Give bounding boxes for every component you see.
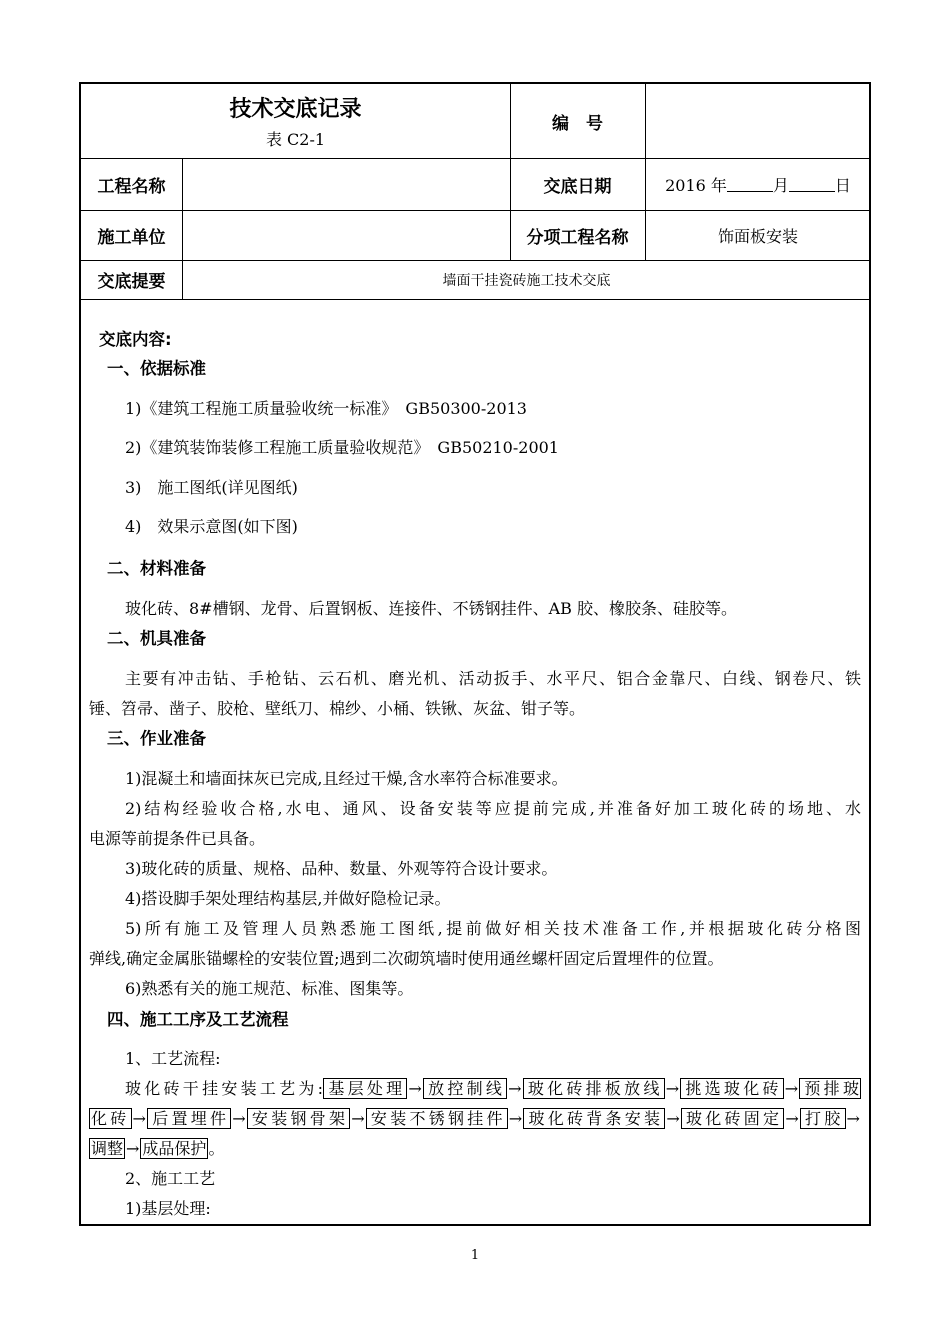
date-value[interactable] [645, 158, 871, 210]
flow-step: 安装钢骨架 [248, 1109, 349, 1128]
standard-item: 3) 施工图纸(详见图纸) [125, 478, 298, 497]
sub-project-value: 饰面板安装 [717, 226, 798, 246]
arrow-icon: → [785, 1109, 799, 1128]
process-flow-line [125, 1076, 861, 1099]
process-flow-line [89, 1136, 224, 1159]
project-name-value[interactable] [182, 158, 510, 210]
prep-item: 电源等前提条件已具备。 [89, 829, 266, 848]
flow-step: 玻化砖排板放线 [524, 1079, 663, 1098]
section-5-title: 四、施工工序及工艺流程 [107, 1010, 289, 1029]
prep-item: 弹线,确定金属胀锚螺栓的安装位置;遇到二次砌筑墙时使用通丝螺杆固定后置埋件的位置。 [89, 949, 724, 968]
flow-step: 挑选玻化砖 [682, 1079, 782, 1098]
arrow-icon: → [665, 1079, 680, 1098]
date-day: 日 [834, 175, 851, 195]
page-number: 1 [470, 1248, 480, 1263]
standard-item: 2)《建筑装饰装修工程施工质量验收规范》 GB50210-2001 [125, 438, 559, 457]
standard-item: 4) 效果示意图(如下图) [125, 517, 298, 536]
tools-text: 锤、笤帚、凿子、胶枪、壁纸刀、棉纱、小桶、铁锹、灰盆、钳子等。 [89, 699, 586, 718]
process-subtitle: 1)基层处理: [125, 1199, 211, 1218]
flow-step: 放控制线 [424, 1079, 506, 1098]
tools-text: 主要有冲击钻、手枪钻、云石机、磨光机、活动扳手、水平尺、铝合金靠尺、白线、钢卷尺、铁 [125, 669, 861, 688]
flow-step: 基层处理 [325, 1079, 406, 1098]
form-title-cell [81, 84, 510, 158]
arrow-icon: → [508, 1079, 522, 1098]
sub-project-label: 分项工程名称 [526, 227, 629, 248]
flow-step: 玻化砖背条安装 [525, 1109, 664, 1128]
prep-item: 3)玻化砖的质量、规格、品种、数量、外观等符合设计要求。 [125, 859, 558, 878]
content-intro: 交底内容: [99, 330, 172, 349]
process-subtitle: 1、工艺流程: [125, 1049, 221, 1068]
section-1-title: 一、依据标准 [107, 359, 206, 378]
day-blank [789, 177, 835, 192]
arrow-icon: → [508, 1109, 523, 1128]
prep-item: 1)混凝土和墙面抹灰已完成,且经过干燥,含水率符合标准要求。 [125, 769, 568, 788]
prep-item: 6)熟悉有关的施工规范、标准、图集等。 [125, 979, 414, 998]
flow-step: 预排玻 [801, 1079, 859, 1098]
summary-value: 墙面干挂瓷砖施工技术交底 [442, 272, 611, 289]
section-2-title: 二、材料准备 [107, 559, 206, 578]
standard-item: 1)《建筑工程施工质量验收统一标准》 GB50300-2013 [125, 399, 527, 418]
flow-step: 打胶 [801, 1109, 844, 1128]
summary-label: 交底提要 [97, 272, 166, 292]
process-flow-line [89, 1106, 861, 1129]
unit-value[interactable] [182, 210, 510, 260]
prep-item: 2)结构经验收合格,水电、通风、设备安装等应提前完成,并准备好加工玻化砖的场地、水 [125, 799, 861, 818]
form-title: 技术交底记录 [229, 97, 362, 122]
arrow-icon: → [846, 1109, 860, 1128]
section-3-title: 二、机具准备 [107, 629, 206, 648]
materials-text: 玻化砖、8#槽钢、龙骨、后置钢板、连接件、不锈钢挂件、AB 胶、橡胶条、硅胶等。 [125, 599, 737, 618]
arrow-icon: → [232, 1109, 246, 1128]
date-year: 2016 年 [665, 175, 727, 195]
flow-end: 。 [208, 1139, 225, 1158]
process-subtitle: 2、施工工艺 [125, 1169, 216, 1188]
arrow-icon: → [351, 1109, 365, 1128]
row-divider [81, 299, 869, 300]
arrow-icon: → [132, 1109, 146, 1128]
form-number: 表 C2-1 [265, 130, 326, 149]
arrow-icon: → [126, 1139, 140, 1158]
arrow-icon: → [666, 1109, 680, 1128]
flow-step: 后置埋件 [148, 1109, 230, 1128]
technical-briefing-form [79, 82, 871, 1226]
flow-step: 化砖 [91, 1109, 130, 1128]
prep-item: 5)所有施工及管理人员熟悉施工图纸,提前做好相关技术准备工作,并根据玻化砖分格图 [125, 919, 861, 938]
flow-step: 调整 [91, 1139, 124, 1158]
briefing-content [81, 320, 869, 1224]
arrow-icon: → [408, 1079, 422, 1098]
arrow-icon: → [784, 1079, 799, 1098]
unit-label: 施工单位 [97, 227, 166, 248]
date-label: 交底日期 [543, 176, 612, 197]
number-value[interactable] [645, 84, 871, 158]
flow-prefix: 玻化砖干挂安装工艺为: [125, 1079, 324, 1098]
prep-item: 4)搭设脚手架处理结构基层,并做好隐检记录。 [125, 889, 451, 908]
section-4-title: 三、作业准备 [107, 729, 206, 748]
month-blank [727, 177, 773, 192]
number-label: 编 号 [552, 113, 603, 134]
project-name-label: 工程名称 [97, 176, 166, 197]
flow-step: 成品保护 [142, 1139, 207, 1158]
flow-step: 玻化砖固定 [682, 1109, 783, 1128]
flow-step: 安装不锈钢挂件 [367, 1109, 506, 1128]
date-month: 月 [772, 175, 789, 195]
